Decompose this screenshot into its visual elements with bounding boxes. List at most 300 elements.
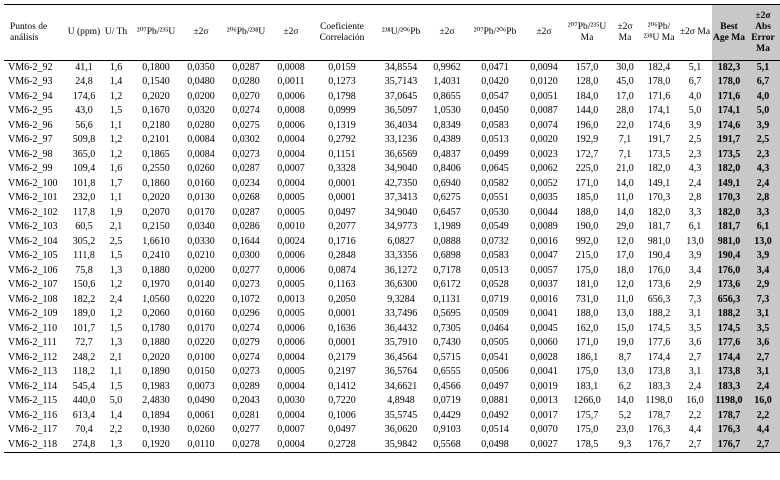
table-cell: 0,1163 <box>328 279 356 291</box>
table-cell: 2,4 <box>688 177 702 189</box>
table-cell: 0,0280 <box>232 76 260 88</box>
table-row <box>4 336 780 351</box>
table-cell: 0,0464 <box>481 322 509 334</box>
best-age-cell: 4,4 <box>746 423 780 438</box>
table-cell: 1,4 <box>109 76 123 88</box>
table-cell: 70,4 <box>75 424 93 436</box>
table-cell: 981,0 <box>647 235 671 247</box>
table-cell: 0,0330 <box>187 235 215 247</box>
table-cell: 0,0037 <box>530 279 558 291</box>
table-cell: 0,2792 <box>328 134 356 146</box>
table-cell: 0,0001 <box>328 177 356 189</box>
table-cell: 0,0062 <box>530 163 558 175</box>
table-cell: 0,0719 <box>481 293 509 305</box>
table-cell: 1,6610 <box>142 235 170 247</box>
table-cell: 0,0006 <box>277 119 305 131</box>
table-cell: 176,0 <box>647 264 671 276</box>
table-cell: 0,2728 <box>328 438 356 450</box>
table-cell: 5,0 <box>109 395 123 407</box>
table-cell: 173,5 <box>647 148 671 160</box>
header-2sigma: ±2σ <box>536 27 552 37</box>
table-cell: 0,8349 <box>433 119 461 131</box>
table-cell: 0,0004 <box>277 148 305 160</box>
table-cell: 0,0490 <box>187 395 215 407</box>
table-row <box>4 307 780 322</box>
sample-id-cell: VM6-2_93 <box>8 76 53 88</box>
table-cell: 0,0073 <box>187 380 215 392</box>
table-cell: 21,0 <box>616 163 634 175</box>
table-cell: 157,0 <box>575 62 599 73</box>
table-cell: 182,0 <box>647 163 671 175</box>
table-cell: 1,2 <box>109 90 123 102</box>
table-cell: 0,1151 <box>328 148 356 160</box>
table-cell: 0,6898 <box>433 250 461 262</box>
best-age-cell: 174,5 <box>712 322 746 337</box>
table-cell: 34,8554 <box>384 62 418 73</box>
table-cell: 0,0007 <box>277 163 305 175</box>
table-cell: 175,7 <box>575 409 599 421</box>
best-age-cell: 2,5 <box>746 133 780 148</box>
table-cell: 178,7 <box>647 409 671 421</box>
table-cell: 0,0881 <box>481 395 509 407</box>
best-age-cell: 174,4 <box>712 351 746 366</box>
table-cell: 0,0514 <box>481 424 509 436</box>
table-cell: 0,1800 <box>142 62 170 73</box>
best-age-cell: 1198,0 <box>712 394 746 409</box>
table-cell: 9,3 <box>618 438 632 450</box>
table-cell: 0,2070 <box>142 206 170 218</box>
header-puntos: Puntos de análisis <box>10 21 48 43</box>
table-row <box>4 177 780 192</box>
table-cell: 109,4 <box>72 163 96 175</box>
table-cell: 0,1970 <box>142 279 170 291</box>
sample-id-cell: VM6-2_106 <box>8 264 58 276</box>
table-cell: 60,5 <box>75 221 93 233</box>
table-cell: 6,1 <box>688 221 702 233</box>
table-cell: 1,9 <box>109 206 123 218</box>
best-age-cell: 981,0 <box>712 235 746 250</box>
table-cell: 0,0041 <box>530 308 558 320</box>
table-cell: 0,4429 <box>433 409 461 421</box>
table-cell: 149,1 <box>647 177 671 189</box>
table-cell: 0,0549 <box>481 221 509 233</box>
best-age-cell: 4,0 <box>746 90 780 105</box>
table-row <box>4 278 780 293</box>
best-age-cell: 174,6 <box>712 119 746 134</box>
table-cell: 5,2 <box>618 409 632 421</box>
best-age-cell: 3,1 <box>746 307 780 322</box>
table-cell: 34,6621 <box>384 380 418 392</box>
best-age-cell: 3,9 <box>746 119 780 134</box>
table-cell: 0,1880 <box>142 264 170 276</box>
table-cell: 174,6 <box>72 90 96 102</box>
table-cell: 171,0 <box>575 337 599 349</box>
table-row <box>4 220 780 235</box>
header-u-th: U/ Th <box>104 27 128 37</box>
table-row <box>4 191 780 206</box>
table-cell: 183,3 <box>647 380 671 392</box>
table-cell: 28,0 <box>616 105 634 117</box>
table-cell: 3,5 <box>688 322 702 334</box>
table-row <box>4 235 780 250</box>
header-abs-error: ±2σ Abs Error Ma <box>746 5 780 61</box>
table-cell: 0,0005 <box>277 308 305 320</box>
table-cell: 0,0260 <box>187 163 215 175</box>
table-cell: 0,2050 <box>328 293 356 305</box>
header-u238-pb206: ²³⁸U/²⁰⁶Pb <box>381 27 421 37</box>
best-age-cell: 182,0 <box>712 162 746 177</box>
table-cell: 0,0273 <box>232 279 260 291</box>
table-cell: 656,3 <box>647 293 671 305</box>
best-age-cell: 2,4 <box>746 380 780 395</box>
table-cell: 75,8 <box>75 264 93 276</box>
table-cell: 0,0100 <box>187 351 215 363</box>
table-cell: 0,2150 <box>142 221 170 233</box>
table-cell: 0,8655 <box>433 90 461 102</box>
table-cell: 0,0273 <box>232 148 260 160</box>
table-cell: 0,0492 <box>481 409 509 421</box>
table-row <box>4 119 780 134</box>
table-cell: 0,0160 <box>187 177 215 189</box>
best-age-cell: 3,6 <box>746 336 780 351</box>
table-cell: 0,0582 <box>481 177 509 189</box>
best-age-cell: 177,6 <box>712 336 746 351</box>
table-cell: 189,0 <box>72 308 96 320</box>
sample-id-cell: VM6-2_111 <box>8 337 57 349</box>
table-cell: 0,0001 <box>328 337 356 349</box>
table-cell: 176,3 <box>647 424 671 436</box>
header-pb207-pb206: ²⁰⁷Pb/²⁰⁶Pb <box>473 27 517 37</box>
table-cell: 0,0200 <box>187 264 215 276</box>
best-age-cell: 3,5 <box>746 322 780 337</box>
table-cell: 182,0 <box>647 206 671 218</box>
table-cell: 0,1894 <box>142 409 170 421</box>
table-cell: 0,0005 <box>277 206 305 218</box>
best-age-cell: 2,2 <box>746 409 780 424</box>
table-cell: 731,0 <box>575 293 599 305</box>
sample-id-cell: VM6-2_99 <box>8 163 53 175</box>
table-cell: 0,2848 <box>328 250 356 262</box>
table-cell: 0,0045 <box>530 322 558 334</box>
table-cell: 192,9 <box>575 134 599 146</box>
table-cell: 12,0 <box>616 235 634 247</box>
sample-id-cell: VM6-2_107 <box>8 279 58 291</box>
table-cell: 0,0296 <box>232 308 260 320</box>
sample-id-cell: VM6-2_114 <box>8 380 58 392</box>
table-cell: 0,1072 <box>232 293 260 305</box>
table-cell: 36,4564 <box>384 351 418 363</box>
table-cell: 5,0 <box>688 105 702 117</box>
table-cell: 0,0140 <box>187 279 215 291</box>
table-cell: 16,0 <box>686 395 704 407</box>
table-cell: 0,0302 <box>232 134 260 146</box>
table-cell: 162,0 <box>575 322 599 334</box>
table-row <box>4 264 780 279</box>
table-cell: 0,0005 <box>277 192 305 204</box>
table-cell: 191,7 <box>647 134 671 146</box>
table-cell: 0,0340 <box>187 221 215 233</box>
table-cell: 34,9040 <box>384 163 418 175</box>
table-cell: 2,3 <box>688 148 702 160</box>
best-age-cell: 181,7 <box>712 220 746 235</box>
table-cell: 0,0279 <box>232 337 260 349</box>
table-cell: 11,0 <box>616 192 634 204</box>
sample-id-cell: VM6-2_97 <box>8 134 53 146</box>
table-cell: 176,7 <box>647 438 671 450</box>
header-pb207-u235-ma: ²⁰⁷Pb/²³⁵U Ma <box>567 21 607 43</box>
table-row <box>4 322 780 337</box>
table-cell: 0,0420 <box>481 76 509 88</box>
table-cell: 190,4 <box>647 250 671 262</box>
table-cell: 175,0 <box>575 366 599 378</box>
table-cell: 0,0471 <box>481 62 509 73</box>
table-cell: 0,0287 <box>232 206 260 218</box>
table-cell: 0,0008 <box>277 62 305 73</box>
table-cell: 5,1 <box>688 62 702 73</box>
table-cell: 4,4 <box>688 424 702 436</box>
table-cell: 0,0159 <box>328 62 356 73</box>
table-cell: 13,0 <box>616 366 634 378</box>
table-cell: 0,5568 <box>433 438 461 450</box>
table-cell: 1,1 <box>109 366 123 378</box>
table-cell: 117,8 <box>72 206 96 218</box>
table-row <box>4 409 780 424</box>
table-cell: 0,1412 <box>328 380 356 392</box>
table-cell: 3,9 <box>688 119 702 131</box>
table-cell: 0,2179 <box>328 351 356 363</box>
table-row <box>4 249 780 264</box>
table-cell: 0,4389 <box>433 134 461 146</box>
table-cell: 0,0150 <box>187 366 215 378</box>
table-cell: 0,4837 <box>433 148 461 160</box>
best-age-cell: 191,7 <box>712 133 746 148</box>
table-cell: 0,0110 <box>187 438 215 450</box>
sample-id-cell: VM6-2_109 <box>8 308 58 320</box>
table-cell: 0,0170 <box>187 322 215 334</box>
table-cell: 0,1540 <box>142 76 170 88</box>
table-cell: 15,0 <box>616 322 634 334</box>
table-cell: 35,5745 <box>384 409 418 421</box>
table-cell: 33,3356 <box>384 250 418 262</box>
header-pb206-u238-ma: ²⁰⁶Pb/²³⁸U Ma <box>643 21 675 43</box>
table-cell: 1,0530 <box>433 105 461 117</box>
table-cell: 188,2 <box>647 308 671 320</box>
sample-id-cell: VM6-2_115 <box>8 395 58 407</box>
table-cell: 0,0011 <box>277 76 305 88</box>
table-cell: 0,0030 <box>277 395 305 407</box>
table-cell: 0,1131 <box>433 293 461 305</box>
table-cell: 0,2020 <box>142 192 170 204</box>
table-cell: 0,7220 <box>328 395 356 407</box>
sample-id-cell: VM6-2_113 <box>8 366 58 378</box>
table-cell: 2,4 <box>109 293 123 305</box>
table-cell: 0,0888 <box>433 235 461 247</box>
table-cell: 6,7 <box>688 76 702 88</box>
table-cell: 225,0 <box>575 163 599 175</box>
table-cell: 0,0280 <box>187 119 215 131</box>
table-cell: 0,0509 <box>481 308 509 320</box>
sample-id-cell: VM6-2_116 <box>8 409 58 421</box>
table-row <box>4 133 780 148</box>
table-cell: 2,7 <box>688 438 702 450</box>
table-cell: 37,3413 <box>384 192 418 204</box>
table-cell: 33,7496 <box>384 308 418 320</box>
table-cell: 0,0320 <box>187 105 215 117</box>
table-cell: 170,3 <box>647 192 671 204</box>
table-cell: 0,1920 <box>142 438 170 450</box>
table-row <box>4 423 780 438</box>
table-cell: 0,0006 <box>277 337 305 349</box>
table-cell: 0,8406 <box>433 163 461 175</box>
table-cell: 1198,0 <box>645 395 673 407</box>
table-cell: 0,2020 <box>142 351 170 363</box>
table-cell: 2,2 <box>109 424 123 436</box>
table-cell: 14,0 <box>616 395 634 407</box>
table-cell: 0,0130 <box>187 192 215 204</box>
best-age-cell: 2,7 <box>746 351 780 366</box>
table-cell: 0,0052 <box>530 177 558 189</box>
table-cell: 36,4432 <box>384 322 418 334</box>
table-cell: 2,2 <box>688 409 702 421</box>
table-cell: 17,0 <box>616 90 634 102</box>
table-row <box>4 61 780 76</box>
table-cell: 0,0220 <box>187 337 215 349</box>
table-cell: 545,4 <box>72 380 96 392</box>
table-cell: 7,1 <box>618 134 632 146</box>
table-cell: 3,6 <box>688 337 702 349</box>
table-cell: 0,0268 <box>232 192 260 204</box>
table-cell: 182,4 <box>647 62 671 73</box>
table-cell: 0,9103 <box>433 424 461 436</box>
table-cell: 0,0057 <box>530 264 558 276</box>
table-cell: 613,4 <box>72 409 96 421</box>
table-cell: 1,0560 <box>142 293 170 305</box>
sample-id-cell: VM6-2_96 <box>8 119 53 131</box>
table-cell: 0,0170 <box>187 206 215 218</box>
table-cell: 9,3284 <box>387 293 415 305</box>
table-cell: 0,0160 <box>187 308 215 320</box>
table-cell: 36,6300 <box>384 279 418 291</box>
table-cell: 0,3328 <box>328 163 356 175</box>
table-cell: 2,1 <box>109 221 123 233</box>
table-cell: 248,2 <box>72 351 96 363</box>
table-row <box>4 438 780 453</box>
table-cell: 1,3 <box>109 337 123 349</box>
best-age-cell: 183,3 <box>712 380 746 395</box>
table-cell: 13,0 <box>686 235 704 247</box>
best-age-cell: 2,9 <box>746 278 780 293</box>
table-cell: 232,0 <box>72 192 96 204</box>
table-cell: 0,0087 <box>530 105 558 117</box>
table-cell: 0,1865 <box>142 148 170 160</box>
table-cell: 2,4 <box>688 380 702 392</box>
table-cell: 0,6555 <box>433 366 461 378</box>
table-cell: 56,6 <box>75 119 93 131</box>
table-cell: 0,0027 <box>530 438 558 450</box>
header-2sigma-ma: ±2σ Ma <box>617 21 633 43</box>
table-cell: 0,0013 <box>277 293 305 305</box>
table-cell: 1,6 <box>109 62 123 73</box>
header-u-ppm: U (ppm) <box>67 27 101 37</box>
table-cell: 0,2101 <box>142 134 170 146</box>
table-cell: 0,0060 <box>530 337 558 349</box>
table-cell: 36,0620 <box>384 424 418 436</box>
table-cell: 0,0006 <box>277 90 305 102</box>
best-age-cell: 13,0 <box>746 235 780 250</box>
best-age-cell: 182,0 <box>712 206 746 221</box>
table-cell: 0,0047 <box>530 250 558 262</box>
best-age-cell: 170,3 <box>712 191 746 206</box>
table-cell: 36,1272 <box>384 264 418 276</box>
table-cell: 0,0528 <box>481 279 509 291</box>
table-body <box>4 61 780 453</box>
table-cell: 0,0006 <box>277 250 305 262</box>
best-age-cell: 190,4 <box>712 249 746 264</box>
table-cell: 0,0274 <box>232 105 260 117</box>
best-age-cell: 188,2 <box>712 307 746 322</box>
table-cell: 174,4 <box>647 351 671 363</box>
table-cell: 0,1644 <box>232 235 260 247</box>
sample-id-cell: VM6-2_102 <box>8 206 58 218</box>
table-cell: 2,4830 <box>142 395 170 407</box>
table-cell: 0,0270 <box>232 90 260 102</box>
best-age-cell: 173,8 <box>712 365 746 380</box>
table-cell: 215,0 <box>575 250 599 262</box>
table-cell: 3,4 <box>688 264 702 276</box>
table-cell: 0,0583 <box>481 119 509 131</box>
sample-id-cell: VM6-2_95 <box>8 105 53 117</box>
table-row <box>4 75 780 90</box>
table-cell: 6,2 <box>618 380 632 392</box>
table-cell: 13,0 <box>616 308 634 320</box>
table-cell: 41,1 <box>75 62 93 73</box>
table-cell: 45,0 <box>616 76 634 88</box>
table-cell: 128,0 <box>575 76 599 88</box>
table-cell: 184,0 <box>575 90 599 102</box>
table-cell: 0,1273 <box>328 76 356 88</box>
sample-id-cell: VM6-2_117 <box>8 424 58 436</box>
table-cell: 1,2 <box>109 279 123 291</box>
table-cell: 992,0 <box>575 235 599 247</box>
header-pb206-u238: ²⁰⁶Pb/²³⁸U <box>226 27 266 37</box>
table-cell: 0,0234 <box>232 177 260 189</box>
best-age-cell: 3,4 <box>746 264 780 279</box>
table-cell: 0,1930 <box>142 424 170 436</box>
table-cell: 30,0 <box>616 62 634 73</box>
table-cell: 0,0004 <box>277 380 305 392</box>
table-cell: 178,0 <box>647 76 671 88</box>
table-cell: 0,0004 <box>277 351 305 363</box>
table-cell: 2,1 <box>109 351 123 363</box>
best-age-cell: 174,1 <box>712 104 746 119</box>
table-cell: 0,0035 <box>530 192 558 204</box>
table-cell: 0,0506 <box>481 366 509 378</box>
table-cell: 34,9773 <box>384 221 418 233</box>
table-cell: 1,2 <box>109 134 123 146</box>
table-cell: 0,0004 <box>277 438 305 450</box>
sample-id-cell: VM6-2_110 <box>8 322 58 334</box>
table-cell: 0,7430 <box>433 337 461 349</box>
table-cell: 33,1236 <box>384 134 418 146</box>
table-cell: 0,0044 <box>530 206 558 218</box>
table-cell: 0,0498 <box>481 438 509 450</box>
best-age-cell: 3,9 <box>746 249 780 264</box>
best-age-cell: 173,5 <box>712 148 746 163</box>
table-cell: 0,0286 <box>232 221 260 233</box>
table-cell: 4,0 <box>688 90 702 102</box>
table-cell: 0,0278 <box>232 438 260 450</box>
table-cell: 0,1636 <box>328 322 356 334</box>
